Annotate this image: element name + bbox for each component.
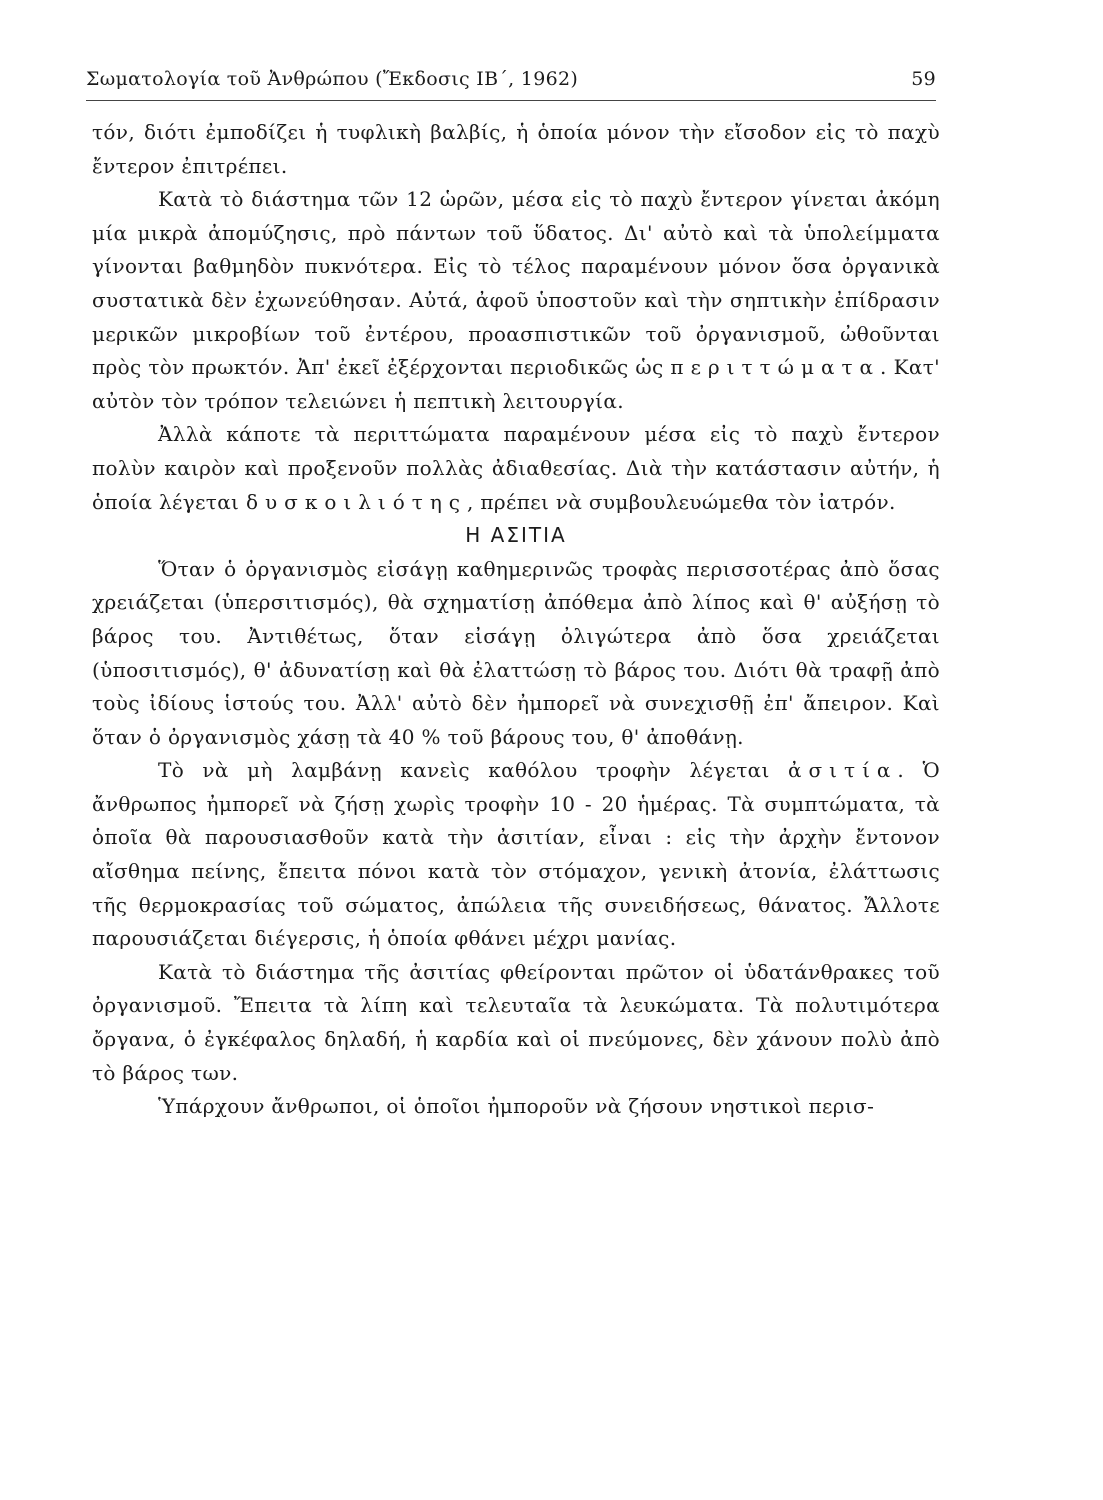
paragraph-asitia-definition [92, 754, 940, 956]
paragraph-fasting-people [92, 1090, 940, 1124]
page-header [86, 66, 936, 101]
paragraph-text: Ὅταν ὁ ὀργανισμὸς εἰσάγῃ καθημερινῶς τροφὰς περισσοτέρας ἀπὸ ὅσας χρειάζεται (ὑπερσιτισμός), θὰ σχηματίσῃ ἀπόθεμα ἀπὸ λίπος καὶ θ' αὐξήσῃ τὸ βάρος του. Ἀντιθέτως, ὅταν εἰσάγῃ ὀλιγώτερα ἀπὸ ὅσα χρειάζεται (ὑποσιτισμός), θ' ἀδυνατίσῃ καὶ θὰ ἐλαττώσῃ τὸ βάρος του. Διότι θὰ τραφῇ ἀπὸ τοὺς ἰδίους ἱστούς του. Ἀλλ' αὐτὸ δὲν ἠμπορεῖ νὰ συνεχισθῇ ἐπ' ἄπειρον. Καὶ ὅταν ὁ ὀργανισμὸς χάσῃ τὰ 40 % τοῦ βάρους του, θ' ἀποθάνῃ. [92, 556, 940, 749]
paragraph-text: . Ὁ ἄνθρωπος ἠμπορεῖ νὰ ζήσῃ χωρὶς τροφὴν 10 - 20 ἡμέρας. Τὰ συμπτώματα, τὰ ὁποῖα θὰ παρουσιασθοῦν κατὰ τὴν ἀσιτίαν, εἶναι : εἰς τὴν ἀρχὴν ἔντονον αἴσθημα πείνης, ἔπειτα πόνοι κατὰ τὸν στόμαχον, γενικὴ ἀτονία, ἐλάττωσις τῆς θερμοκρασίας τοῦ σώματος, ἀπώλεια τῆς συνειδήσεως, θάνατος. Ἄλλοτε παρουσιάζεται διέγερσις, ἡ ὁποία φθάνει μέχρι μανίας. [92, 758, 940, 951]
page-number: 59 [911, 68, 936, 90]
paragraph-asitia-effects [92, 956, 940, 1090]
paragraph-nutrition-balance [92, 553, 940, 755]
paragraph-text: Ὑπάρχουν ἄνθρωποι, οἱ ὁποῖοι ἠμποροῦν νὰ ζήσουν νηστικοὶ περισ- [158, 1094, 875, 1119]
paragraph-text: τόν, διότι ἐμποδίζει ἡ τυφλικὴ βαλβίς, ἡ ὁποία μόνον τὴν εἴσοδον εἰς τὸ παχὺ ἔντερον ἐπιτρέπει. [92, 120, 940, 178]
running-title: Σωματολογία τοῦ Ἀνθρώπου (Ἔκδοσις ΙΒ΄, 1962) [86, 68, 579, 90]
paragraph-text: Κατὰ τὸ διάστημα τῆς ἀσιτίας φθείρονται πρῶτον οἱ ὑδατάνθρακες τοῦ ὀργανισμοῦ. Ἔπειτα τὰ λίπη καὶ τελευταῖα τὰ λευκώματα. Τὰ πολυτιμότερα ὄργανα, ὁ ἐγκέφαλος δηλαδή, ἡ καρδία καὶ οἱ πνεύμονες, δὲν χάνουν πολὺ ἀπὸ τὸ βάρος των. [92, 959, 940, 1085]
term-peritomata: περιττώματα [670, 355, 881, 380]
section-heading: Η ΑΣΙΤΙΑ [465, 523, 567, 548]
paragraph-text: . Κατ' αὐτὸν τὸν τρόπον τελειώνει ἡ πεπτικὴ λειτουργία. [92, 355, 940, 413]
body-text [92, 116, 940, 1124]
paragraph-text: , πρέπει νὰ συμβουλευώμεθα τὸν ἰατρόν. [467, 489, 896, 514]
paragraph-text: Τὸ νὰ μὴ λαμβάνῃ κανεὶς καθόλου τροφὴν λέγεται [158, 758, 770, 783]
paragraph-continuation [92, 116, 940, 183]
term-asitia: ἀσιτία [788, 758, 898, 783]
paragraph-constipation [92, 418, 940, 519]
paragraph-text: Ἀλλὰ κάποτε τὰ περιττώματα παραμένουν μέσα εἰς τὸ παχὺ ἔντερον πολὺν καιρὸν καὶ προξενοῦν πολλὰς ἀδιαθεσίας. Διὰ τὴν κατάστασιν αὐτήν, ἡ ὁποία λέγεται [92, 422, 940, 514]
paragraph-text: Κατὰ τὸ διάστημα τῶν 12 ὡρῶν, μέσα εἰς τὸ παχὺ ἔντερον γίνεται ἀκόμη μία μικρὰ ἀπομύζησις, πρὸ πάντων τοῦ ὕδατος. Δι' αὐτὸ καὶ τὰ ὑπολείμματα γίνονται βαθμηδὸν πυκνότερα. Εἰς τὸ τέλος παραμένουν μόνον ὅσα ὀργανικὰ συστατικὰ δὲν ἐχωνεύθησαν. Αὐτά, ἀφοῦ ὑποστοῦν καὶ τὴν σηπτικὴν ἐπίδρασιν μερικῶν μικροβίων τοῦ ἐντέρου, προασπιστικῶν τοῦ ὀργανισμοῦ, ὠθοῦνται πρὸς τὸν πρωκτόν. Ἀπ' ἐκεῖ ἐξέρχονται περιοδικῶς ὡς [92, 187, 940, 380]
paragraph-large-intestine [92, 183, 940, 418]
term-dyskoiliotis: δυσκοιλιότης [245, 489, 468, 514]
